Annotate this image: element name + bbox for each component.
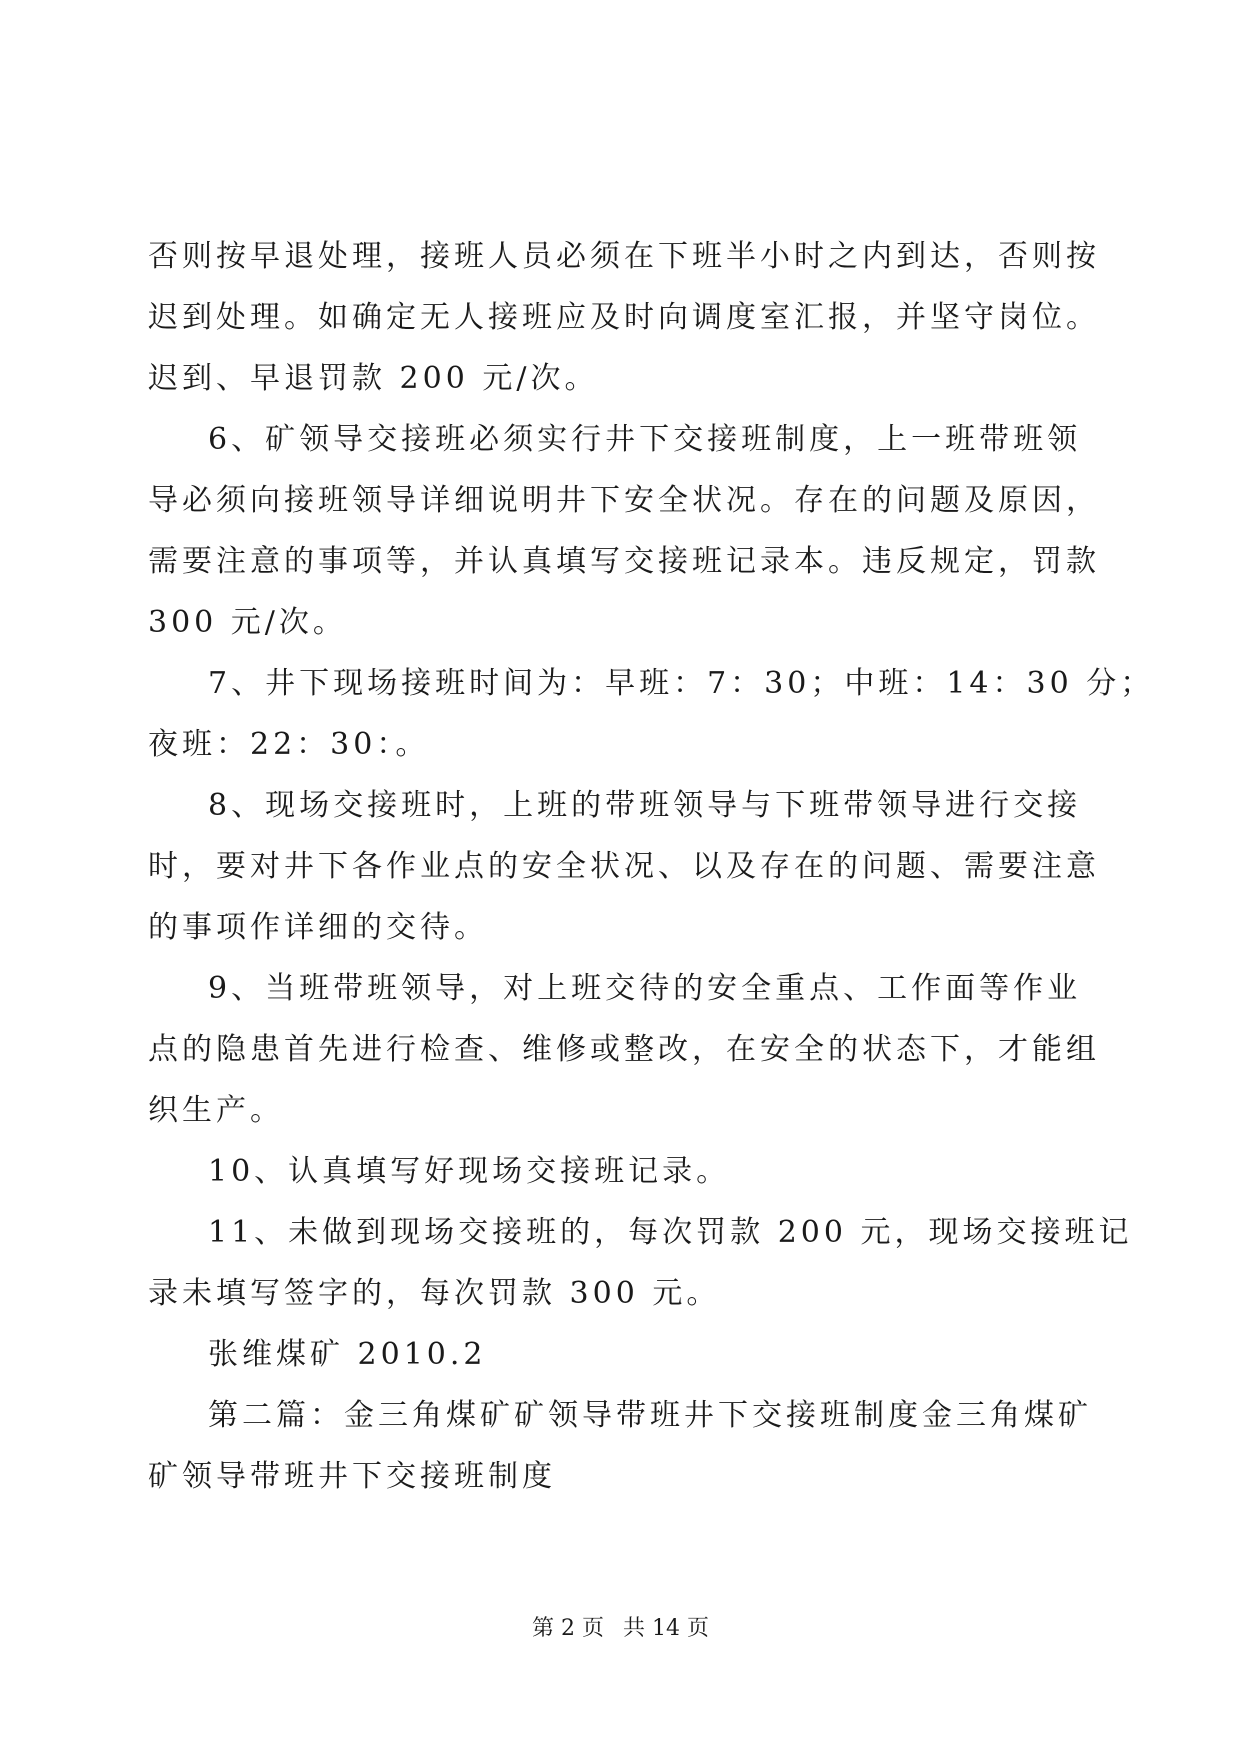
text-line: 否则按早退处理，接班人员必须在下班半小时之内到达，否则按 — [148, 239, 1100, 274]
page-footer — [0, 1614, 1241, 1644]
section-heading-line: 矿领导带班井下交接班制度 — [148, 1459, 556, 1494]
text-line: 夜班：22：30：。 — [148, 727, 430, 762]
text-line: 的事项作详细的交待。 — [148, 910, 488, 945]
signature-line: 张维煤矿 2010.2 — [208, 1337, 487, 1372]
text-line: 迟到、早退罚款 200 元/次。 — [148, 361, 599, 396]
section-heading-line: 第二篇：金三角煤矿矿领导带班井下交接班制度金三角煤矿 — [208, 1398, 1092, 1433]
text-line: 时，要对井下各作业点的安全状况、以及存在的问题、需要注意 — [148, 849, 1100, 884]
text-line: 11、未做到现场交接班的，每次罚款 200 元，现场交接班记 — [208, 1215, 1133, 1250]
text-line: 9、当班带班领导，对上班交待的安全重点、工作面等作业 — [208, 971, 1082, 1006]
text-line: 需要注意的事项等，并认真填写交接班记录本。违反规定，罚款 — [148, 544, 1100, 579]
text-line: 6、矿领导交接班必须实行井下交接班制度，上一班带班领 — [208, 422, 1082, 457]
text-line: 导必须向接班领导详细说明井下安全状况。存在的问题及原因， — [148, 483, 1100, 518]
page-total: 共 14 页 — [623, 1616, 709, 1641]
text-line: 迟到处理。如确定无人接班应及时向调度室汇报，并坚守岗位。 — [148, 300, 1100, 335]
text-line: 点的隐患首先进行检查、维修或整改，在安全的状态下，才能组 — [148, 1032, 1100, 1067]
text-line: 织生产。 — [148, 1093, 284, 1128]
text-line: 8、现场交接班时，上班的带班领导与下班带领导进行交接 — [208, 788, 1082, 823]
text-line: 录未填写签字的，每次罚款 300 元。 — [148, 1276, 721, 1311]
page-number: 第 2 页 — [532, 1616, 604, 1641]
text-line: 10、认真填写好现场交接班记录。 — [208, 1154, 731, 1189]
text-line: 300 元/次。 — [148, 605, 347, 640]
text-line: 7、井下现场接班时间为：早班：7：30；中班：14：30 分； — [208, 666, 1155, 701]
